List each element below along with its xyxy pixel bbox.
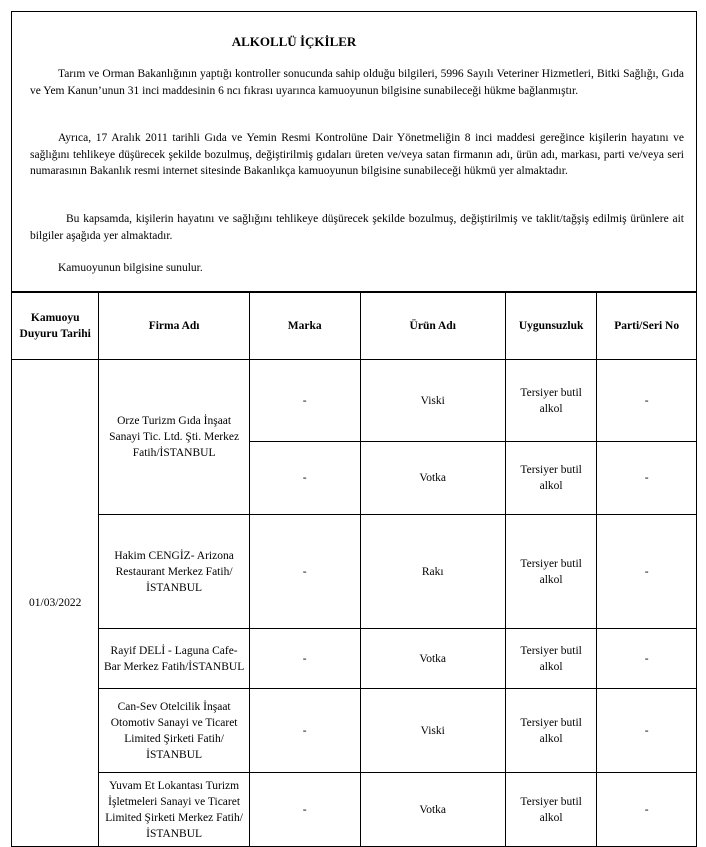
brand-cell: - — [249, 442, 360, 515]
header-product: Ürün Adı — [360, 293, 505, 360]
firm-name: Yuvam Et Lokantası Turizm İşletmeleri Sanayi ve Ticaret Limited Şirketi Merkez Fatih/İSTANBUL — [99, 773, 249, 847]
nonconformity-cell: Tersiyer butil alkol — [505, 773, 596, 847]
brand-cell: - — [249, 773, 360, 847]
nonconformity-cell: Tersiyer butil alkol — [505, 360, 596, 442]
lot-cell: - — [597, 629, 697, 689]
intro-box — [11, 11, 697, 292]
header-date: Kamuoyu Duyuru Tarihi — [12, 293, 99, 360]
firm-name: Hakim CENGİZ- Arizona Restaurant Merkez Fatih/İSTANBUL — [99, 515, 249, 629]
document-title: ALKOLLÜ İÇKİLER — [231, 34, 357, 49]
product-cell: Viski — [360, 360, 505, 442]
brand-cell: - — [249, 515, 360, 629]
firm-name: Rayif DELİ - Laguna Cafe-Bar Merkez Fatih/İSTANBUL — [99, 629, 249, 689]
product-cell: Viski — [360, 689, 505, 773]
table-row — [12, 629, 697, 689]
nonconformity-cell: Tersiyer butil alkol — [505, 515, 596, 629]
product-cell: Rakı — [360, 515, 505, 629]
paragraph-3: Bu kapsamda, kişilerin hayatını ve sağlığını tehlikeye düşürecek şekilde bozulmuş, değiştirilmiş ve taklit/tağşiş edilmiş ürünlere ait bilgiler aşağıda yer almaktadır. — [30, 213, 684, 242]
brand-cell: - — [249, 360, 360, 442]
product-cell: Votka — [360, 629, 505, 689]
table-row — [12, 515, 697, 629]
paragraph-1: Tarım ve Orman Bakanlığının yaptığı kontroller sonucunda sahip olduğu bilgileri, 5996 Sayılı Veteriner Hizmetleri, Bitki Sağlığı, Gıda ve Yem Kanun’unun 31 inci maddesinin 6 ncı fıkrası uyarınca kamuoyunun bilgisine sunabileceği hükme bağlanmıştır. — [30, 68, 684, 97]
header-nonconformity: Uygunsuzluk — [505, 293, 596, 360]
nonconformity-cell: Tersiyer butil alkol — [505, 442, 596, 515]
lot-cell: - — [597, 515, 697, 629]
lot-cell: - — [597, 773, 697, 847]
lot-cell: - — [597, 360, 697, 442]
recall-table — [11, 292, 697, 847]
nonconformity-cell: Tersiyer butil alkol — [505, 629, 596, 689]
firm-name: Orze Turizm Gıda İnşaat Sanayi Tic. Ltd. Şti. Merkez Fatih/İSTANBUL — [99, 360, 249, 515]
table-row — [12, 360, 697, 442]
paragraph-2: Ayrıca, 17 Aralık 2011 tarihli Gıda ve Yemin Resmi Kontrolüne Dair Yönetmeliğin 8 inci maddesi gereğince kişilerin hayatını ve sağlığını tehlikeye düşürecek şekilde bozulmuş, değiştirilmiş gıdaları üreten ve/veya satan firmanın adı, ürün adı, markası, parti ve/veya seri numarasının Bakanlık resmi internet sitesinde Bakanlıkça kamuoyunun bilgisine sunabileceği hükmü yer almaktadır. — [30, 132, 684, 177]
header-brand: Marka — [249, 293, 360, 360]
header-lot: Parti/Seri No — [597, 293, 697, 360]
product-cell: Votka — [360, 773, 505, 847]
lot-cell: - — [597, 442, 697, 515]
table-row — [12, 689, 697, 773]
lot-cell: - — [597, 689, 697, 773]
table-row — [12, 773, 697, 847]
firm-name: Can-Sev Otelcilik İnşaat Otomotiv Sanayi ve Ticaret Limited Şirketi Fatih/İSTANBUL — [99, 689, 249, 773]
brand-cell: - — [249, 689, 360, 773]
product-cell: Votka — [360, 442, 505, 515]
table-header-row — [12, 293, 697, 360]
brand-cell: - — [249, 629, 360, 689]
header-firm: Firma Adı — [99, 293, 249, 360]
announcement-date: 01/03/2022 — [12, 360, 99, 847]
nonconformity-cell: Tersiyer butil alkol — [505, 689, 596, 773]
paragraph-4: Kamuoyunun bilgisine sunulur. — [58, 262, 203, 274]
